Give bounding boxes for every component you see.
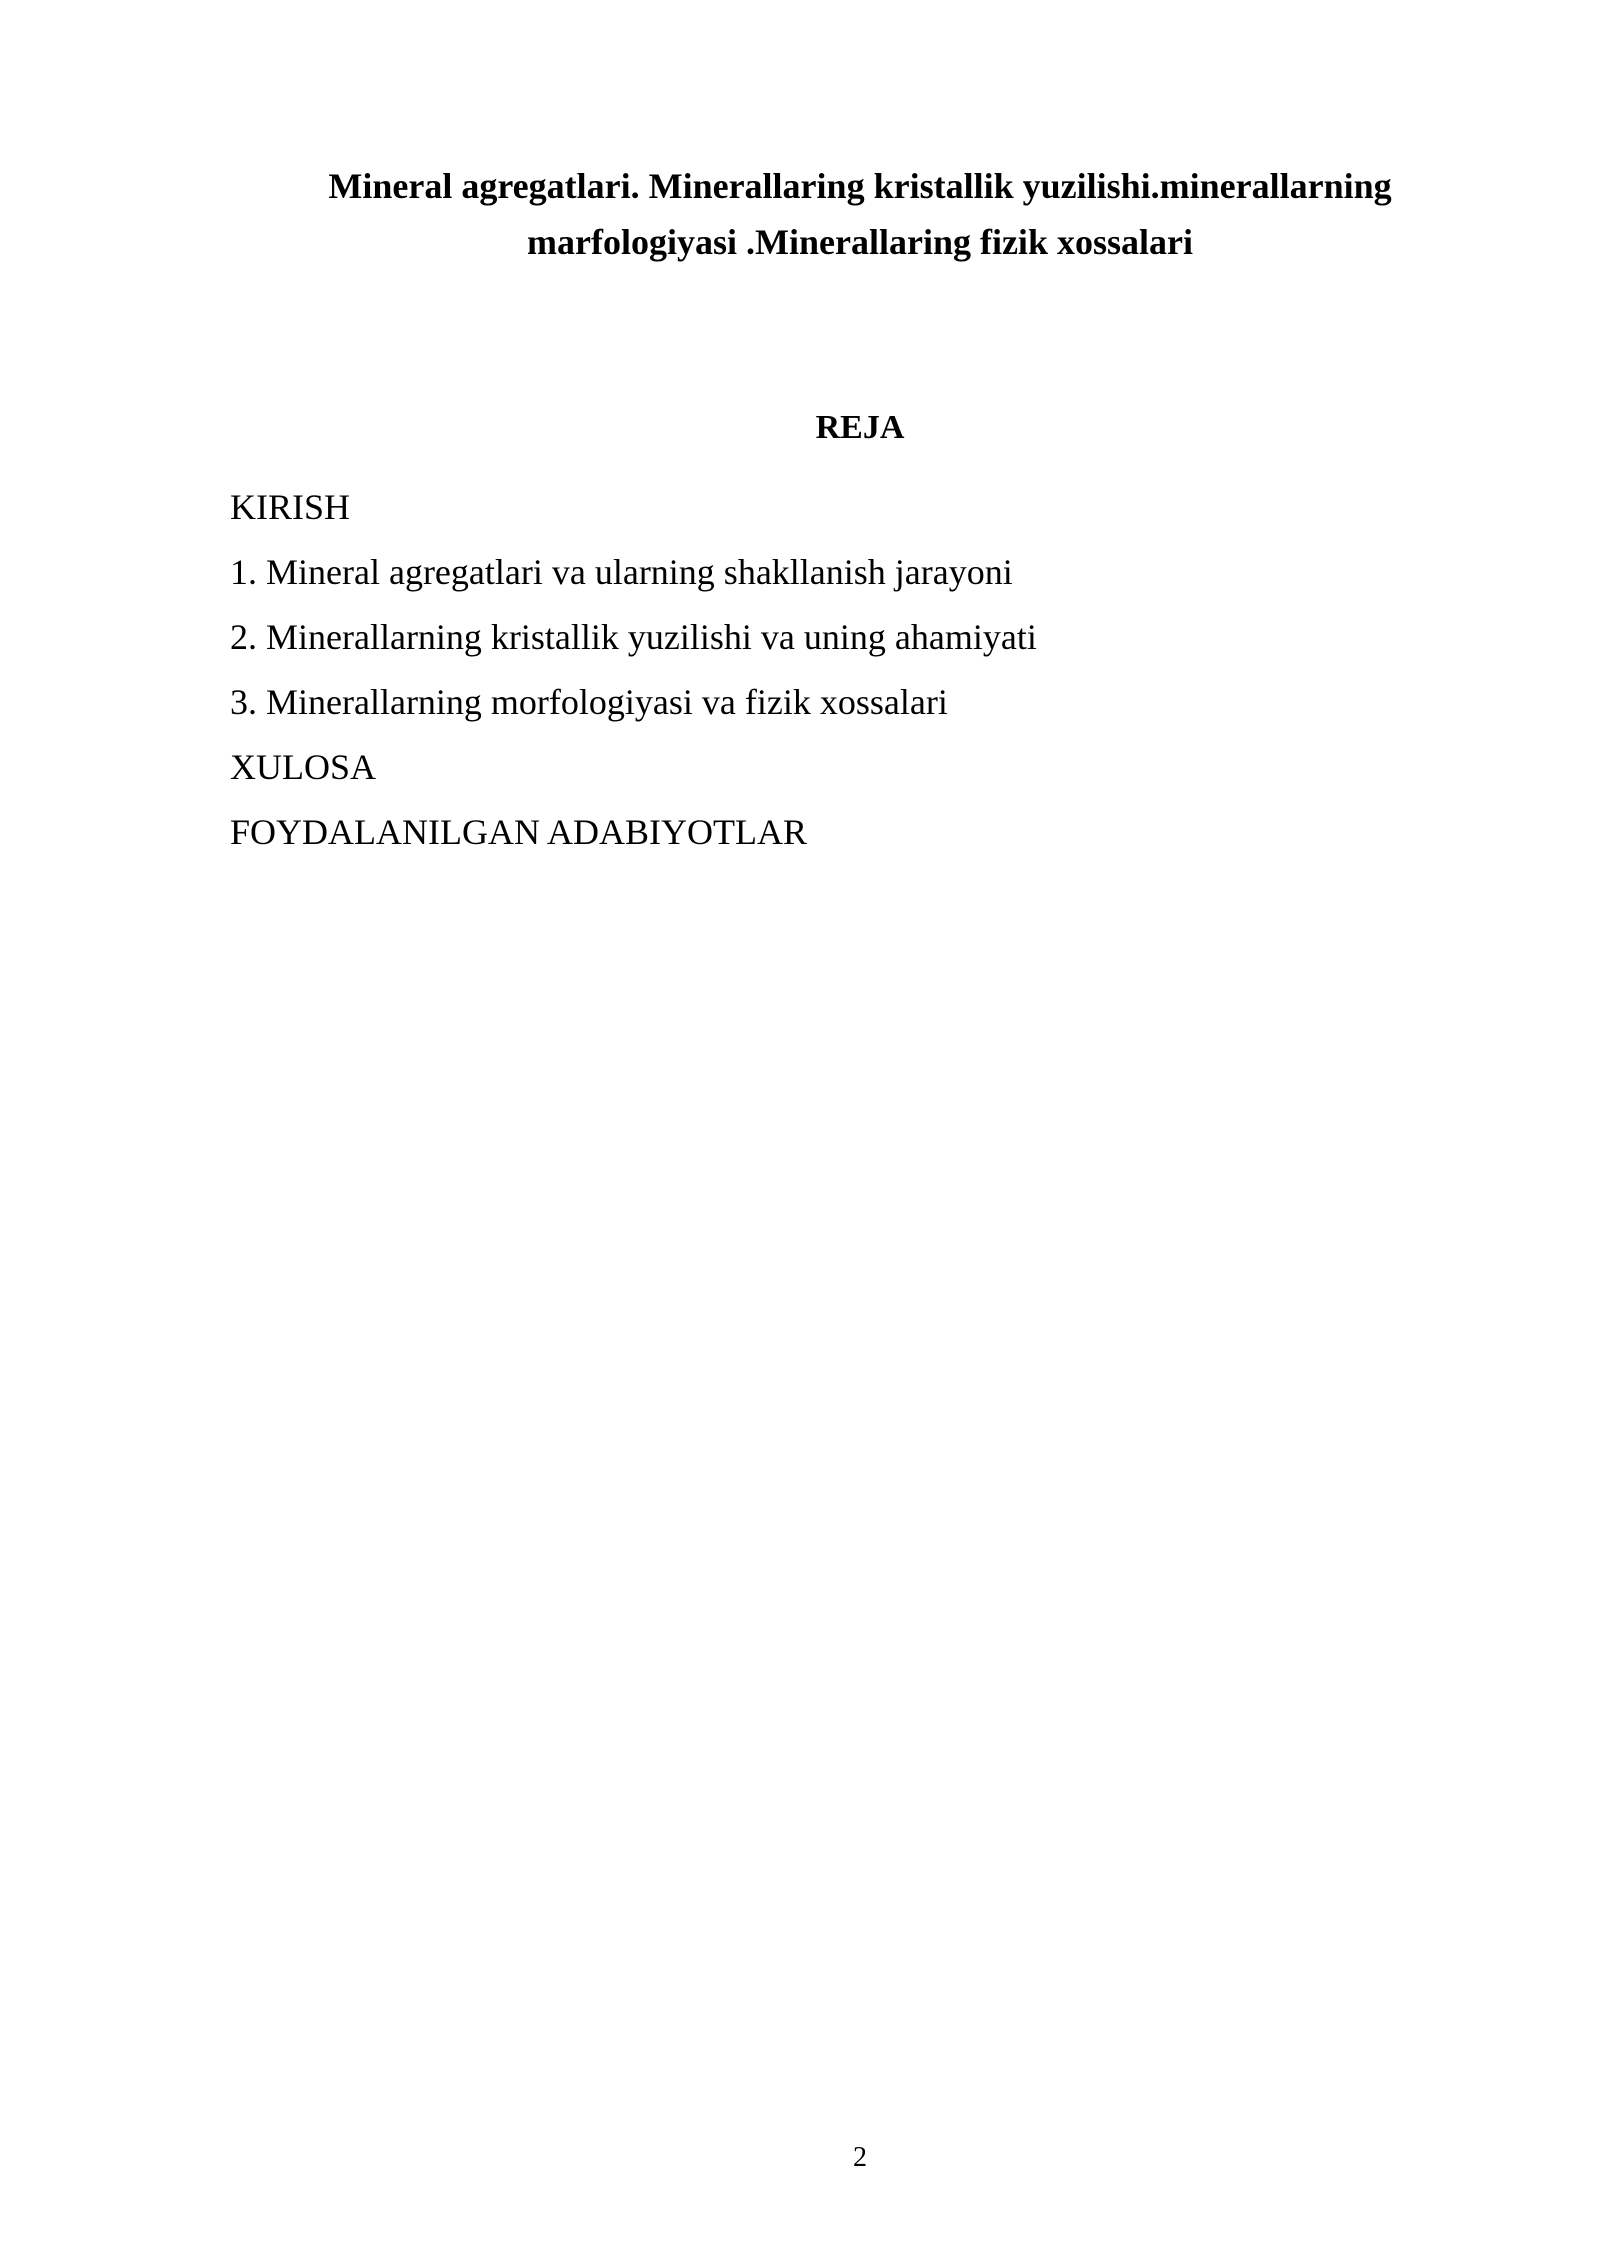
plan-item-1: 1. Mineral agregatlari va ularning shakllanish jarayoni — [230, 552, 1013, 592]
plan-item-references: FOYDALANILGAN ADABIYOTLAR — [230, 812, 807, 852]
plan-heading: REJA — [815, 409, 905, 446]
document-title — [290, 158, 1430, 270]
title-line-2: marfologiyasi .Minerallaring fizik xossalari — [527, 222, 1193, 262]
plan-item-3: 3. Minerallarning morfologiyasi va fizik xossalari — [230, 682, 948, 722]
plan-item-conclusion: XULOSA — [230, 747, 377, 787]
plan-item-2: 2. Minerallarning kristallik yuzilishi va uning ahamiyati — [230, 617, 1037, 657]
plan-list — [230, 475, 1430, 865]
plan-item-introduction: KIRISH — [230, 487, 351, 527]
page-number: 2 — [853, 2142, 867, 2173]
title-line-1: Mineral agregatlari. Minerallaring kristallik yuzilishi.minerallarning — [328, 166, 1392, 206]
